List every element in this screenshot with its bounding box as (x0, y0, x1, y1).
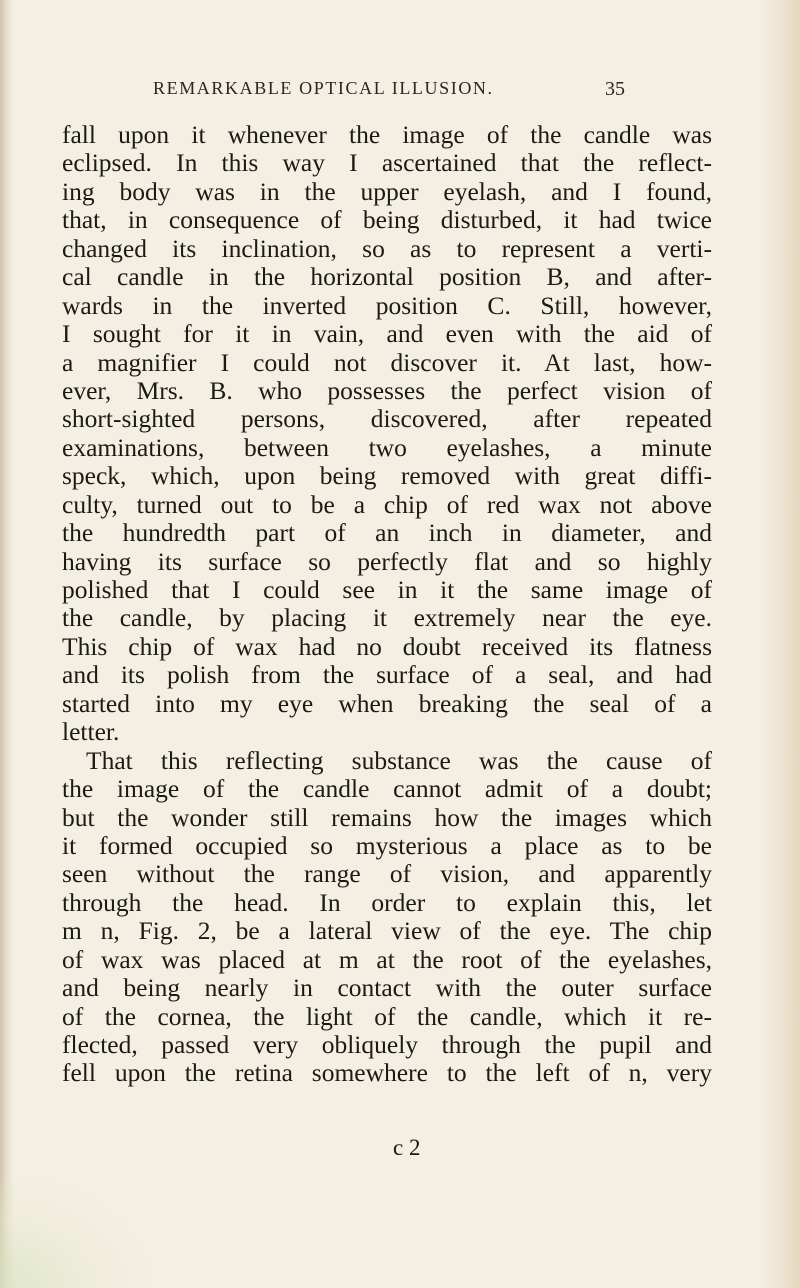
text-line: letter. (62, 717, 120, 747)
text-line: polished that I could see in it the same image of (62, 575, 712, 604)
text-line: eclipsed. In this way I ascertained that the reflect- (62, 148, 712, 178)
text-line: fell upon the retina somewhere to the left of n, very (62, 1058, 712, 1088)
text-line: it formed occupied so mysterious a place as to be (62, 830, 712, 860)
text-line: examinations, between two eyelashes, a minute (62, 432, 712, 462)
text-line: having its surface so perfectly flat and so highly (62, 546, 712, 576)
text-line: ever, Mrs. B. who possesses the perfect vision of (62, 375, 712, 405)
body-text (62, 121, 712, 1088)
text-line: the hundredth part of an inch in diameter, and (62, 518, 712, 548)
text-line: through the head. In order to explain this, let (62, 887, 712, 917)
text-line: changed its inclination, so as to represent a verti- (62, 233, 712, 263)
text-line: culty, turned out to be a chip of red wax not above (62, 489, 712, 519)
text-line: and its polish from the surface of a seal, and had (62, 660, 712, 690)
text-line: and being nearly in contact with the outer surface (62, 973, 712, 1003)
paragraph-start-line: That this reflecting substance was the cause of (86, 745, 712, 775)
text-line: speck, which, upon being removed with great diffi- (62, 461, 712, 491)
signature-mark: c 2 (393, 1135, 421, 1160)
text-line: the image of the candle cannot admit of a doubt; (62, 774, 712, 804)
text-line: that, in consequence of being disturbed, it had twice (62, 205, 712, 235)
text-line: fall upon it whenever the image of the candle was (62, 120, 712, 149)
text-line: short-sighted persons, discovered, after repeated (62, 404, 712, 434)
text-line: wards in the inverted position C. Still, however, (62, 290, 712, 320)
text-line: cal candle in the horizontal position B, and after- (62, 262, 712, 292)
text-line: of the cornea, the light of the candle, which it re- (62, 1001, 712, 1031)
text-line: a magnifier I could not discover it. At last, how- (62, 347, 712, 377)
text-line: flected, passed very obliquely through the pupil and (62, 1030, 712, 1059)
text-line: started into my eye when breaking the seal of a (62, 688, 712, 718)
text-line: the candle, by placing it extremely near the eye. (62, 603, 712, 633)
text-line: of wax was placed at m at the root of the eyelashes, (62, 944, 712, 974)
page-number: 35 (605, 78, 625, 100)
text-line: ing body was in the upper eyelash, and I found, (62, 176, 712, 206)
text-line: This chip of wax had no doubt received its flatness (62, 631, 712, 661)
text-line: I sought for it in vain, and even with the aid of (62, 319, 712, 349)
running-head: REMARKABLE OPTICAL ILLUSION. (153, 78, 494, 98)
text-line: m n, Fig. 2, be a lateral view of the eye. The chip (62, 916, 712, 946)
page-edge-left (0, 0, 14, 1288)
page-header (0, 78, 800, 112)
paper-stain (0, 1178, 150, 1288)
page-edge-right (760, 0, 800, 1288)
text-line: seen without the range of vision, and apparently (62, 859, 712, 889)
text-line: but the wonder still remains how the images which (62, 802, 712, 832)
